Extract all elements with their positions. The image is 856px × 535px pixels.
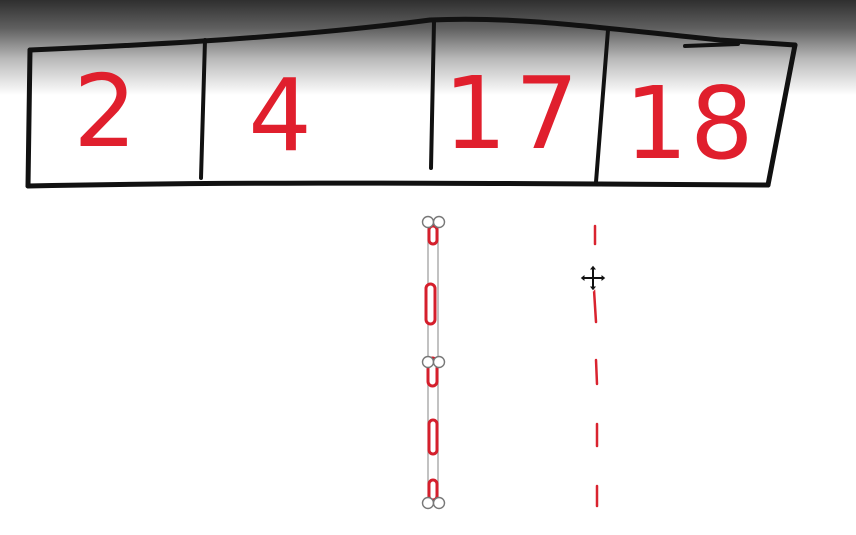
cell-value-4: 18 (624, 65, 756, 182)
cell-divider-2 (431, 22, 434, 168)
array-top-edge (30, 19, 795, 50)
dash-segment (594, 290, 596, 322)
selected-dashed-line[interactable] (423, 217, 445, 509)
overline-stroke (685, 44, 738, 46)
dash-segment (429, 226, 437, 244)
array-right-edge (768, 45, 795, 185)
dash-segment (429, 420, 437, 454)
cell-divider-3 (596, 30, 608, 182)
dash-segment (426, 284, 435, 324)
move-cursor-icon (580, 265, 606, 291)
array-left-edge (28, 50, 30, 186)
dash-segment (596, 360, 597, 384)
cell-value-1: 2 (73, 53, 137, 170)
array-bottom-edge (28, 183, 768, 186)
dash-segment (429, 480, 437, 500)
cell-value-3: 17 (443, 55, 587, 172)
cell-divider-1 (201, 40, 205, 178)
cell-value-2: 4 (248, 57, 312, 174)
